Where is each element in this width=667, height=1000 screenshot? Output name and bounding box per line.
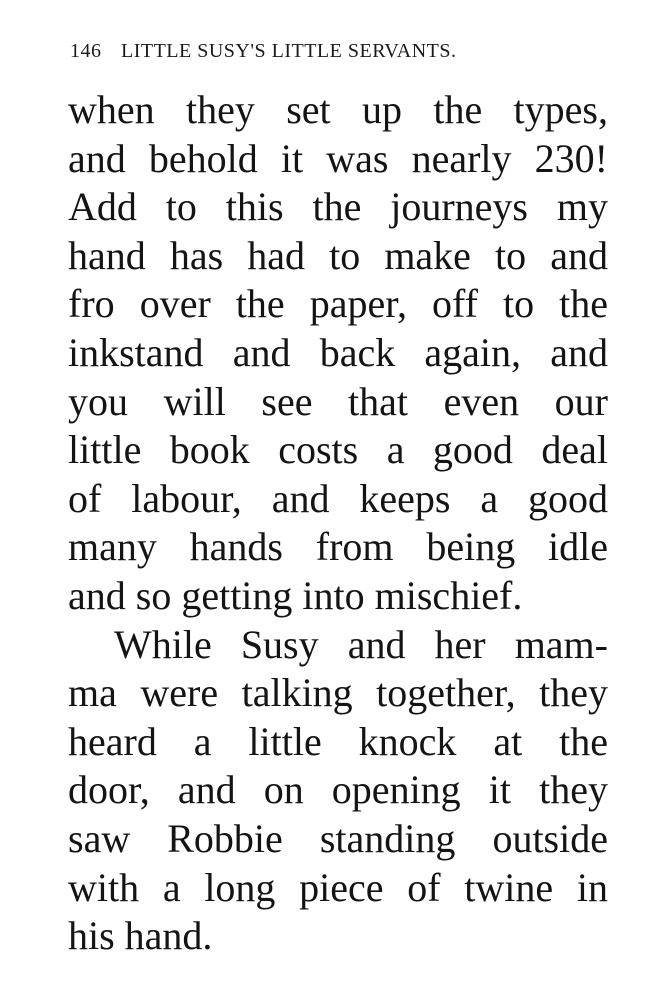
paragraph-1 (68, 86, 608, 621)
text-line: and so getting into mischief. (68, 572, 523, 618)
text-line: heard a little knock at the (68, 718, 608, 764)
text-line: you will see that even our (68, 378, 608, 424)
text-line: of labour, and keeps a good (68, 475, 608, 521)
text-line: many hands from being idle (68, 524, 608, 570)
text-line: with a long piece of twine in (68, 864, 608, 910)
text-line: and behold it was nearly 230! (68, 135, 608, 181)
text-line: when they set up the types, (68, 87, 608, 132)
running-head-title: LITTLE SUSY'S LITTLE SERVANTS. (121, 40, 457, 62)
paragraph-2 (68, 621, 608, 961)
page-number: 146 (70, 40, 102, 62)
text-line: hand has had to make to and (68, 232, 608, 278)
running-head (70, 40, 570, 64)
text-line: saw Robbie standing outside (68, 815, 608, 861)
body-text (68, 86, 608, 961)
text-line: his hand. (68, 913, 213, 959)
text-line: inkstand and back again, and (68, 329, 608, 375)
text-line: Add to this the journeys my (68, 184, 608, 230)
text-line: little book costs a good deal (68, 427, 608, 473)
text-line: fro over the paper, off to the (68, 281, 608, 327)
text-line: door, and on opening it they (68, 767, 608, 813)
text-line: While Susy and her mam- (114, 621, 608, 667)
text-line: ma were talking together, they (68, 670, 608, 716)
